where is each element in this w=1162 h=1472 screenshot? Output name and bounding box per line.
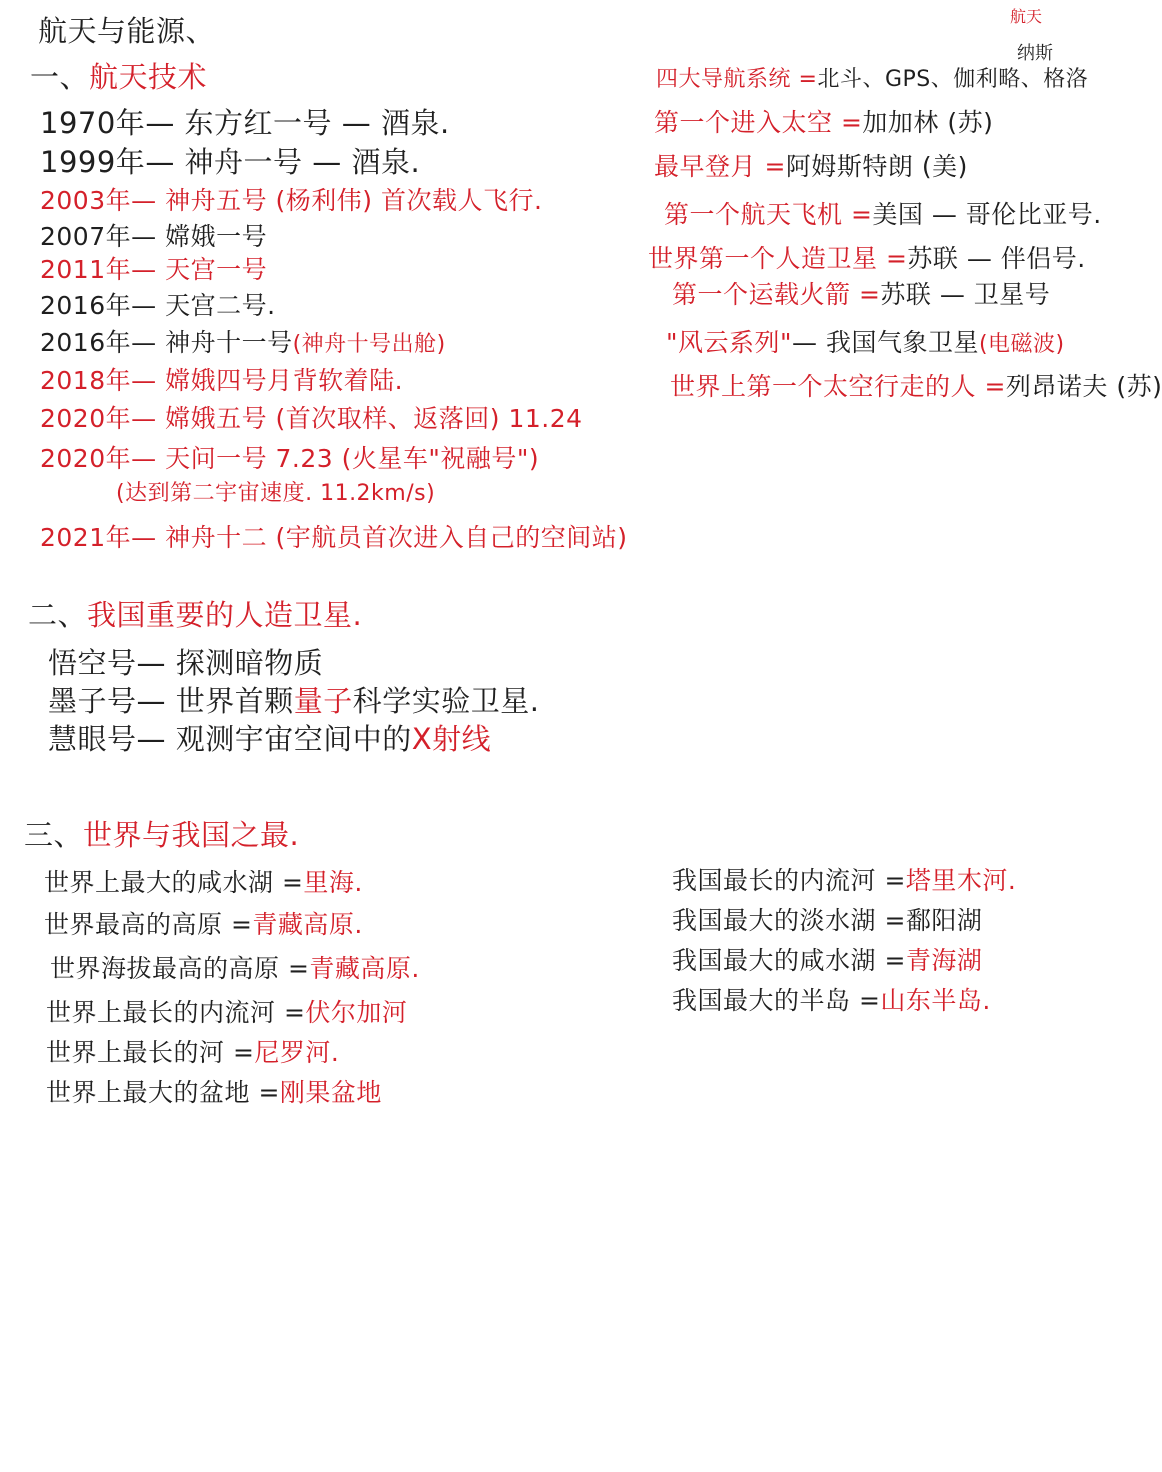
timeline-year: 2018年 xyxy=(40,366,132,395)
section-3-label: 世界与我国之最. xyxy=(83,818,300,852)
satellite-desc: — 观测宇宙空间中的 xyxy=(136,722,412,756)
timeline-row xyxy=(40,255,267,285)
fact-answer: 尼罗河. xyxy=(254,1038,340,1067)
note-value: 阿姆斯特朗 (美) xyxy=(785,152,968,181)
satellite-name: 悟空号 xyxy=(48,646,137,680)
timeline-text: — 天问一号 7.23 (火星车"祝融号") xyxy=(131,444,540,473)
fact-answer: 伏尔加河 xyxy=(305,998,408,1027)
timeline-text: — 嫦娥一号 xyxy=(131,222,268,251)
timeline-row xyxy=(40,222,267,252)
page-title: 航天与能源、 xyxy=(38,14,216,48)
note-value: 北斗、GPS、伽利略、 xyxy=(817,67,1044,92)
corner-tag: 航天 xyxy=(1010,7,1043,26)
timeline-row xyxy=(40,523,628,553)
note-value: — 我国气象卫星 xyxy=(792,328,979,357)
fact-text: 世界最高的高原 = xyxy=(44,910,253,939)
note-label: "风云系列" xyxy=(666,328,792,357)
timeline-row xyxy=(40,328,446,359)
world-first-row xyxy=(46,998,407,1028)
section-1-heading xyxy=(30,60,207,94)
fact-answer: 塔里木河. xyxy=(905,866,1017,895)
right-note-row xyxy=(654,108,993,138)
world-first-row xyxy=(46,1038,339,1068)
fact-text: 世界上最长的河 = xyxy=(46,1038,255,1067)
timeline-year: 2003年 xyxy=(40,186,132,215)
timeline-year: 2021年 xyxy=(40,523,132,552)
timeline-year: 2020年 xyxy=(40,444,132,473)
note-label: 世界上第一个太空行走的人 = xyxy=(670,372,1006,401)
world-first-row xyxy=(44,868,363,898)
timeline-row xyxy=(40,404,583,434)
fact-text: 我国最长的内流河 = xyxy=(672,866,906,895)
fact-text: 世界海拔最高的高原 = xyxy=(50,954,310,983)
satellite-highlight: 量子 xyxy=(293,684,353,718)
timeline-year: 2007年 xyxy=(40,222,132,251)
china-first-row xyxy=(672,866,1016,896)
china-first-row xyxy=(672,986,991,1016)
timeline-text: — 神舟五号 (杨利伟) 首次载人飞行. xyxy=(131,186,543,215)
right-note-row xyxy=(648,244,1086,274)
fact-answer: 里海. xyxy=(303,868,363,897)
section-3-prefix: 三、 xyxy=(24,818,84,852)
section-2-label: 我国重要的人造卫星. xyxy=(87,598,363,632)
timeline-row xyxy=(40,291,276,321)
timeline-row xyxy=(40,444,539,474)
world-first-row xyxy=(44,910,363,940)
timeline-row xyxy=(40,366,403,396)
right-note-row xyxy=(654,152,968,182)
note-value: 苏联 — 卫星号 xyxy=(880,280,1051,309)
timeline-year: 1970年 xyxy=(40,106,146,140)
timeline-year: 2011年 xyxy=(40,255,132,284)
timeline-text: — 神舟一号 — 酒泉. xyxy=(145,145,421,179)
note-annotation: (电磁波) xyxy=(978,332,1065,357)
satellite-desc-tail: 科学实验卫星. xyxy=(352,684,540,718)
satellite-row xyxy=(48,722,491,756)
note-extra: 格洛 xyxy=(1043,67,1089,92)
timeline-year: 2020年 xyxy=(40,404,132,433)
right-note-row xyxy=(670,372,1162,402)
world-first-row xyxy=(46,1078,382,1108)
fact-answer: 鄱阳湖 xyxy=(905,906,983,935)
note-label: 世界第一个人造卫星 = xyxy=(648,244,908,273)
note-label: 最早登月 = xyxy=(654,152,786,181)
note-label: 第一个进入太空 = xyxy=(654,108,863,137)
timeline-text: — 东方红一号 — 酒泉. xyxy=(145,106,450,140)
fact-answer: 山东半岛. xyxy=(880,986,991,1015)
fact-answer: 青藏高原. xyxy=(252,910,363,939)
satellite-highlight: X射线 xyxy=(411,722,492,756)
timeline-text: — 天宫一号 xyxy=(131,255,268,284)
fact-text: 我国最大的咸水湖 = xyxy=(672,946,906,975)
timeline-year: 2016年 xyxy=(40,328,132,357)
fact-text: 世界上最大的咸水湖 = xyxy=(44,868,304,897)
fact-answer: 青海湖 xyxy=(905,946,983,975)
note-value: 列昂诺夫 (苏) xyxy=(1005,372,1162,401)
nav-extra-top: 纳斯 xyxy=(1017,43,1053,64)
satellite-row xyxy=(48,684,539,718)
fact-text: 世界上最大的盆地 = xyxy=(46,1078,280,1107)
section-3-heading xyxy=(24,818,299,852)
right-note-row xyxy=(666,328,1065,359)
timeline-text: — 神舟十二 (宇航员首次进入自己的空间站) xyxy=(131,523,628,552)
fact-answer: 青藏高原. xyxy=(309,954,420,983)
timeline-text: — 天宫二号. xyxy=(131,291,276,320)
timeline-row xyxy=(40,145,420,179)
right-note-row xyxy=(664,200,1102,230)
timeline-row xyxy=(40,186,542,216)
note-label: 四大导航系统 = xyxy=(656,67,818,92)
timeline-text: — 嫦娥五号 (首次取样、返落回) 11.24 xyxy=(131,404,583,433)
timeline-text: (达到第二宇宙速度. 11.2km/s) xyxy=(116,481,436,506)
satellite-desc: — 探测暗物质 xyxy=(136,646,324,680)
satellite-row xyxy=(48,646,323,680)
timeline-year: 2016年 xyxy=(40,291,132,320)
satellite-name: 墨子号 xyxy=(48,684,137,718)
fact-text: 我国最大的半岛 = xyxy=(672,986,881,1015)
fact-text: 世界上最长的内流河 = xyxy=(46,998,306,1027)
fact-text: 我国最大的淡水湖 = xyxy=(672,906,906,935)
china-first-row xyxy=(672,946,982,976)
china-first-row xyxy=(672,906,982,936)
fact-answer: 刚果盆地 xyxy=(279,1078,382,1107)
section-1-prefix: 一、 xyxy=(30,60,90,94)
note-label: 第一个运载火箭 = xyxy=(672,280,881,309)
note-label: 第一个航天飞机 = xyxy=(664,200,873,229)
note-value: 美国 — 哥伦比亚号. xyxy=(872,200,1102,229)
satellite-name: 慧眼号 xyxy=(48,722,137,756)
timeline-continuation xyxy=(116,480,435,508)
timeline-row xyxy=(40,106,450,140)
note-value: 加加林 (苏) xyxy=(862,108,994,137)
timeline-year: 1999年 xyxy=(40,145,146,179)
satellite-desc: — 世界首颗 xyxy=(136,684,294,718)
timeline-note: (神舟十号出舱) xyxy=(292,332,446,357)
right-note-row xyxy=(672,280,1050,310)
world-first-row xyxy=(50,954,420,984)
section-2-prefix: 二、 xyxy=(28,598,88,632)
timeline-text: — 神舟十一号 xyxy=(131,328,293,357)
section-1-label: 航天技术 xyxy=(89,60,208,94)
section-2-heading xyxy=(28,598,362,632)
timeline-text: — 嫦娥四号月背软着陆. xyxy=(131,366,404,395)
right-note-row xyxy=(656,66,1088,94)
note-value: 苏联 — 伴侣号. xyxy=(907,244,1086,273)
